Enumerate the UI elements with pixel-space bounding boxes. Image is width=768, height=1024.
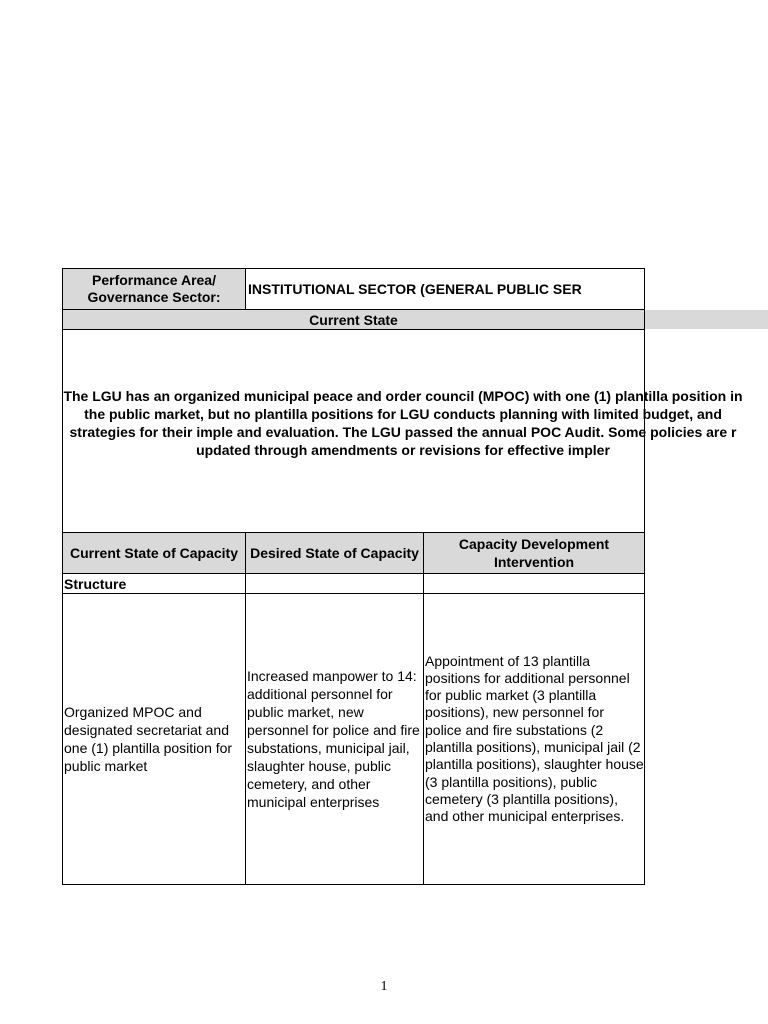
- current-state-heading: [62, 309, 645, 330]
- current-capacity-text: Organized MPOC and designated secretariat and one (1) plantilla position for public market: [64, 704, 233, 774]
- section-empty-cell: [423, 573, 645, 594]
- performance-area-label: [62, 268, 246, 310]
- section-label-text: Structure: [64, 575, 127, 592]
- column-header-intervention-text: Capacity Development Intervention: [458, 536, 610, 570]
- column-header-desired-text: Desired State of Capacity: [250, 545, 419, 561]
- current-capacity-cell: [62, 593, 246, 885]
- column-header-current-text: Current State of Capacity: [69, 545, 239, 561]
- column-header-intervention: [423, 532, 645, 574]
- intervention-text: Appointment of 13 plantilla positions for additional personnel for public market (3 plantilla positions), new personnel for police and fire substations (2 plantilla positions), municipal jail (2 plantilla positions), slaughter house (3 plantilla positions), public cemetery (3 plantilla positions), and other municipal enterprises.: [425, 652, 644, 825]
- intervention-cell: [423, 593, 645, 885]
- page-number: 1: [380, 979, 388, 994]
- sector-text: INSTITUTIONAL SECTOR (GENERAL PUBLIC SER: [248, 281, 582, 297]
- desired-capacity-text: Increased manpower to 14: additional personnel for public market, new personnel for police and fire substations, municipal jail, slaughter house, public cemetery, and other municipal enterprises: [247, 668, 420, 810]
- column-header-desired: [245, 532, 424, 574]
- current-state-paragraph: The LGU has an organized municipal peace and order council (MPOC) with one (1) plantilla position in the public market, but no plantilla positions for LGU conducts planning with limited budget, and strategies for their imple and evaluation. The LGU passed the annual POC Audit. Some policies are r updated through amendments or revisions for effective impler: [63, 388, 743, 458]
- section-empty-cell: [245, 573, 424, 594]
- current-state-heading-text: Current State: [309, 311, 398, 328]
- sector-value: [245, 268, 645, 310]
- current-state-description: [62, 329, 743, 533]
- section-label-structure: [62, 573, 246, 594]
- desired-capacity-cell: [245, 593, 424, 885]
- capacity-table: [62, 268, 743, 885]
- column-header-current: [62, 532, 246, 574]
- performance-area-text: Performance Area/ Governance Sector:: [87, 272, 221, 305]
